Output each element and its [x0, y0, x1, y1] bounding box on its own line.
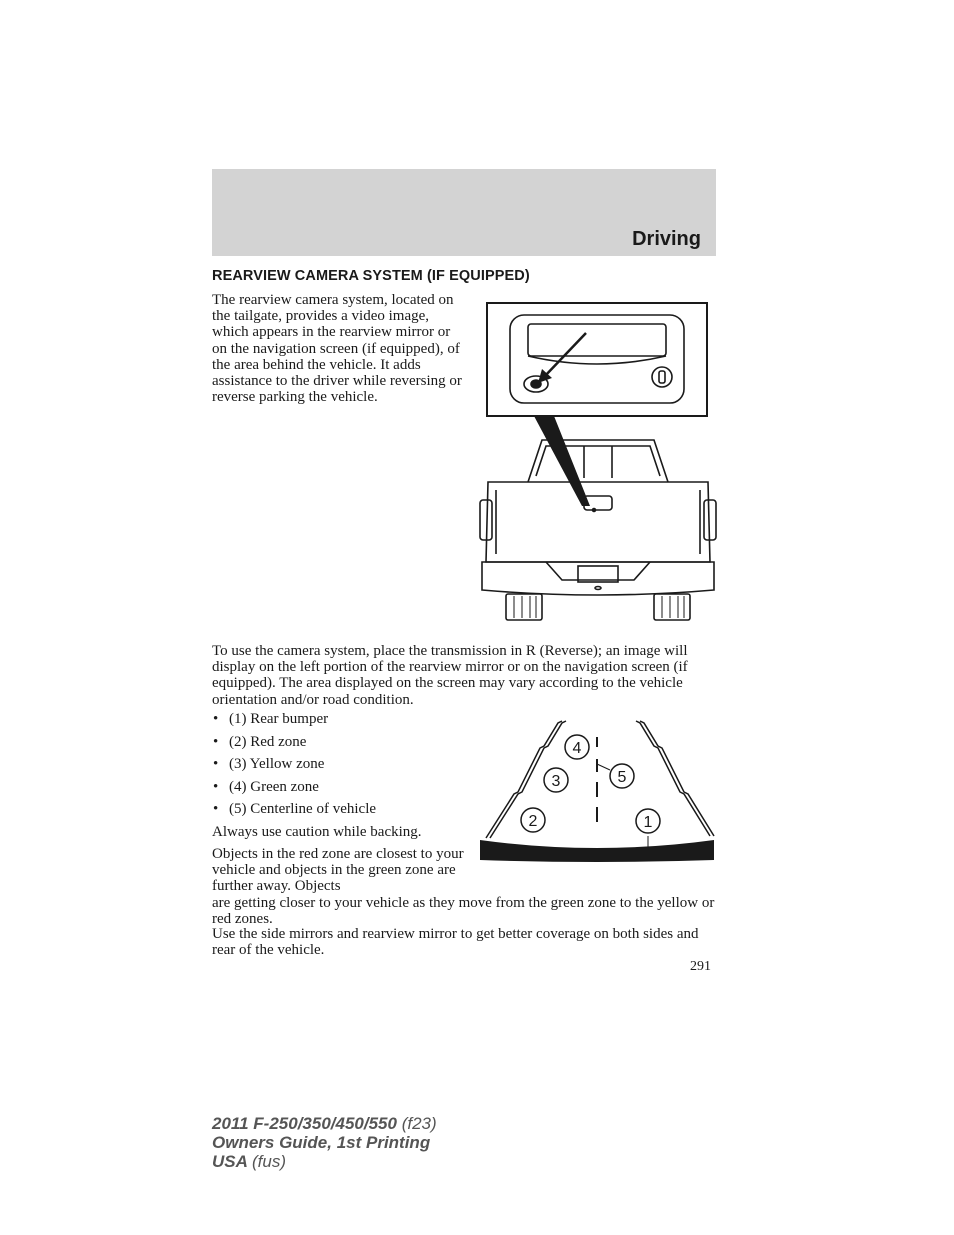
usage-paragraph: To use the camera system, place the transmission in R (Reverse); an image will display on the left portion of the rearview mirror or on the navigation screen (if equipped). The area displayed on the screen may vary according to the vehicle orientation and/or road condition.	[212, 643, 688, 708]
tire-left	[506, 594, 542, 620]
zone-legend-list	[212, 710, 376, 823]
callout-label-5: 5	[617, 769, 627, 786]
list-item: • (3) Yellow zone	[213, 756, 325, 773]
callout-label-1: 1	[643, 814, 653, 831]
intro-paragraph: The rearview camera system, located on the tailgate, provides a video image, which appears in the rearview mirror or on the navigation screen (if equipped), of the area behind the vehicle. It adds assistance to the driver while reversing or reverse parking the vehicle.	[212, 292, 462, 406]
list-item: • (5) Centerline of vehicle	[213, 801, 377, 818]
footer-line-1: 2011 F-250/350/450/550 (f23)	[212, 1114, 437, 1133]
tailgate	[486, 482, 710, 562]
callout-label-3: 3	[551, 773, 561, 790]
footer-line-3: USA (fus)	[212, 1152, 286, 1171]
camera-detail-inset	[487, 303, 707, 416]
chapter-header-band	[212, 169, 716, 256]
objects-paragraph: Objects in the red zone are closest to your vehicle and objects in the green zone are further away. Objects are getting closer to your vehicle as they move from the green zone to the yellow or red zones.	[212, 846, 715, 927]
section-heading: REARVIEW CAMERA SYSTEM (IF EQUIPPED)	[212, 268, 530, 284]
list-item: • (2) Red zone	[213, 733, 307, 750]
page-number: 291	[690, 959, 711, 974]
mirrors-paragraph: Use the side mirrors and rearview mirror to get better coverage on both sides and rear of the vehicle.	[212, 926, 699, 959]
camera-zone-diagram	[478, 718, 716, 866]
callout-label-4: 4	[572, 740, 582, 757]
list-item: • (1) Rear bumper	[213, 711, 329, 727]
document-footer	[212, 1114, 437, 1171]
pointer-wedge	[534, 416, 590, 506]
section-title: Driving	[632, 228, 701, 250]
caution-paragraph: Always use caution while backing.	[212, 824, 422, 840]
footer-line-2: Owners Guide, 1st Printing	[212, 1133, 431, 1152]
tailgate-camera-illustration	[478, 300, 718, 625]
callout-label-2: 2	[528, 813, 538, 830]
tire-right	[654, 594, 690, 620]
list-item: • (4) Green zone	[213, 778, 319, 795]
